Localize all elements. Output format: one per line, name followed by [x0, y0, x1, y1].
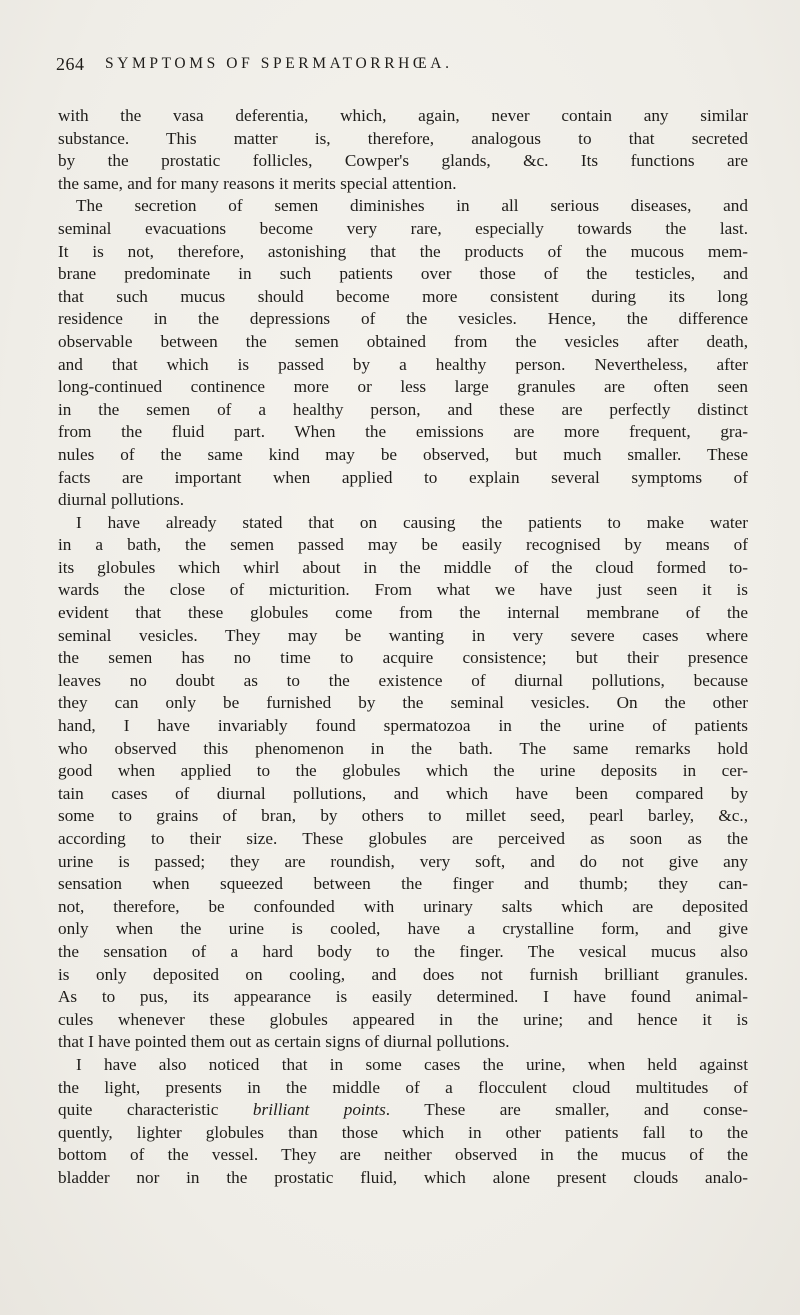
text-line: wards the close of micturition. From what we have just seen it is [58, 580, 748, 600]
text-line: diurnal pollutions. [58, 490, 185, 510]
text-line: from the fluid part. When the emissions are more frequent, gra- [58, 422, 748, 442]
text-line: facts are important when applied to explain several symptoms of [58, 467, 748, 487]
text-line: quently, lighter globules than those which in other patients fall to the [58, 1122, 748, 1142]
text-line: and that which is passed by a healthy person. Nevertheless, after [58, 354, 748, 374]
running-title: SYMPTOMS OF SPERMATORRHŒA. [105, 55, 453, 72]
text-line: seminal evacuations become very rare, especially towards the last. [58, 218, 748, 238]
text-line: observable between the semen obtained from the vesicles after death, [58, 331, 748, 351]
text-line: who observed this phenomenon in the bath. The same remarks hold [58, 738, 748, 758]
text-line: bladder nor in the prostatic fluid, which alone present clouds analo- [58, 1167, 748, 1187]
text-line: in the semen of a healthy person, and these are perfectly distinct [58, 399, 748, 419]
body-text [58, 105, 748, 1190]
text-line: is only deposited on cooling, and does not furnish brilliant granules. [58, 964, 748, 984]
page-number: 264 [56, 54, 85, 74]
text-line: the semen has no time to acquire consistence; but their presence [58, 648, 748, 668]
text-line: It is not, therefore, astonishing that the products of the mucous mem- [58, 241, 748, 261]
text-line: nules of the same kind may be observed, but much smaller. These [58, 444, 748, 464]
text-line: that such mucus should become more consistent during its long [58, 286, 748, 306]
text-line: evident that these globules come from the internal membrane of the [58, 603, 748, 623]
text-line: its globules which whirl about in the middle of the cloud formed to- [58, 557, 748, 577]
text-line-with-emphasis [58, 1099, 748, 1122]
text-line: seminal vesicles. They may be wanting in very severe cases where [58, 625, 748, 645]
running-head [56, 54, 756, 80]
text-segment: quite characteristic [58, 1100, 253, 1120]
text-line: the sensation of a hard body to the finger. The vesical mucus also [58, 941, 748, 961]
paragraph-start-line: The secretion of semen diminishes in all serious diseases, and [76, 196, 748, 216]
text-line: they can only be furnished by the seminal vesicles. On the other [58, 693, 748, 713]
text-line: by the prostatic follicles, Cowper's glands, &c. Its functions are [58, 151, 748, 171]
emphasis-brilliant-points: brilliant points [252, 1100, 386, 1120]
text-line: the light, presents in the middle of a flocculent cloud multitudes of [58, 1077, 748, 1097]
text-line: substance. This matter is, therefore, analogous to that secreted [58, 128, 748, 148]
text-line: bottom of the vessel. They are neither observed in the mucus of the [58, 1145, 748, 1165]
text-line: only when the urine is cooled, have a crystalline form, and give [58, 919, 748, 939]
text-line: in a bath, the semen passed may be easily recognised by means of [58, 535, 748, 555]
text-line: with the vasa deferentia, which, again, never contain any similar [58, 106, 748, 125]
text-line: tain cases of diurnal pollutions, and which have been compared by [58, 783, 748, 803]
text-line: leaves no doubt as to the existence of diurnal pollutions, because [58, 670, 748, 690]
text-line: not, therefore, be confounded with urinary salts which are deposited [58, 896, 748, 916]
text-line: hand, I have invariably found spermatozoa in the urine of patients [58, 716, 748, 736]
text-line: brane predominate in such patients over those of the testicles, and [58, 264, 748, 284]
text-line: that I have pointed them out as certain signs of diurnal pollutions. [58, 1032, 510, 1052]
text-segment: . These are smaller, and conse- [385, 1100, 748, 1120]
text-line: cules whenever these globules appeared in the urine; and hence it is [58, 1009, 748, 1029]
text-line: some to grains of bran, by others to millet seed, pearl barley, &c., [58, 806, 748, 826]
text-line: according to their size. These globules are perceived as soon as the [58, 829, 748, 848]
paragraph-start-line: I have also noticed that in some cases the urine, when held against [76, 1054, 748, 1074]
text-line: the same, and for many reasons it merits special attention. [58, 173, 457, 193]
text-line: long-continued continence more or less large granules are often seen [58, 377, 748, 397]
paragraph-start-line: I have already stated that on causing the patients to make water [76, 512, 748, 532]
text-line: urine is passed; they are roundish, very soft, and do not give any [58, 851, 748, 871]
text-line: good when applied to the globules which the urine deposits in cer- [58, 761, 748, 781]
text-line: residence in the depressions of the vesicles. Hence, the difference [58, 309, 748, 329]
text-line: As to pus, its appearance is easily determined. I have found animal- [58, 987, 748, 1007]
text-line: sensation when squeezed between the finger and thumb; they can- [58, 874, 748, 894]
